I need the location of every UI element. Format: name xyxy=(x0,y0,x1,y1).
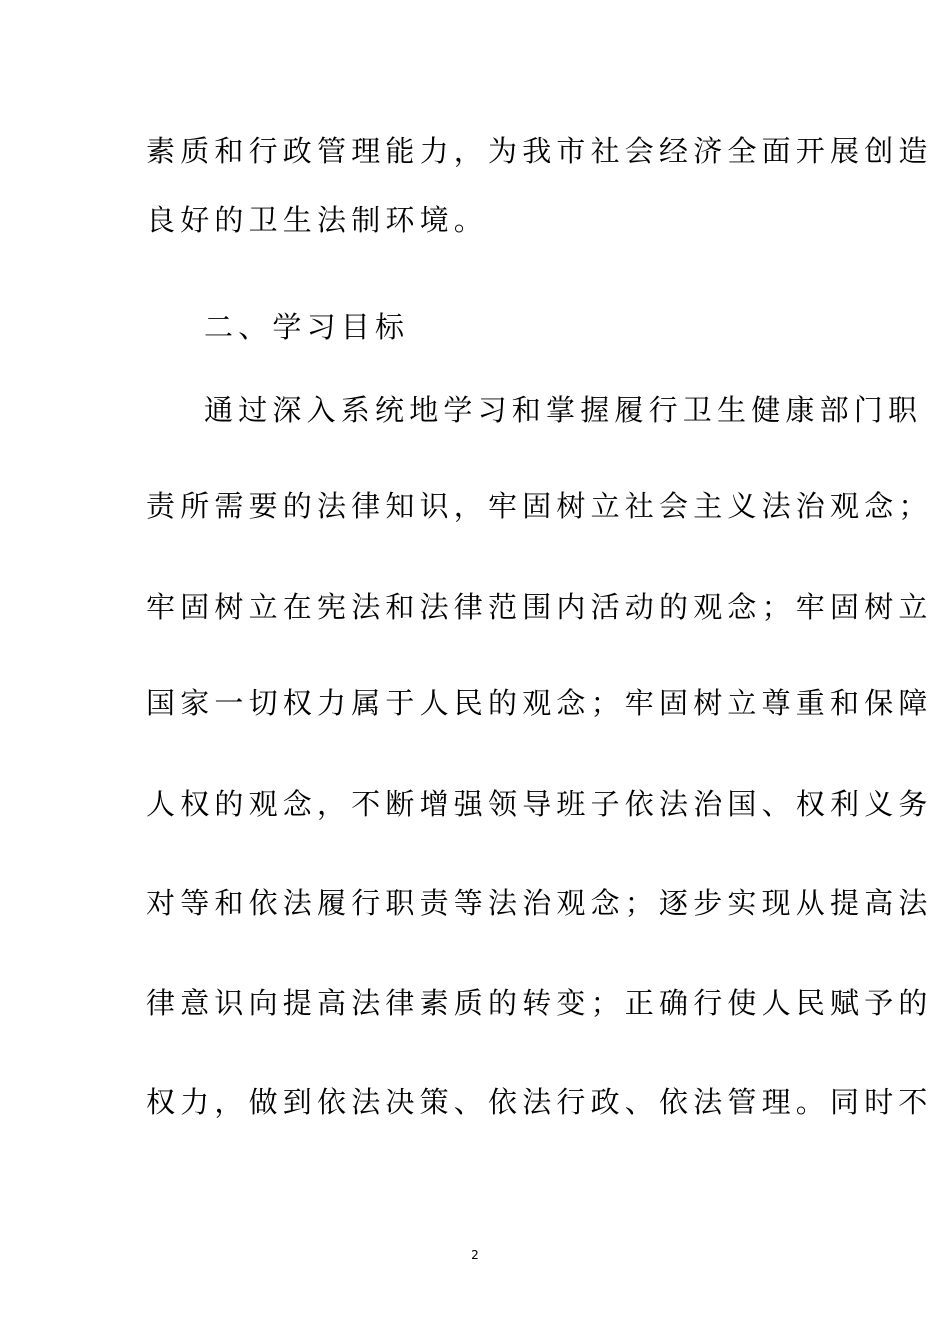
body-text-line: 对等和依法履行职责等法治观念；逐步实现从提高法 xyxy=(146,886,933,920)
body-text-line: 通过深入系统地学习和掌握履行卫生健康部门职 xyxy=(204,393,923,427)
body-text-line: 律意识向提高法律素质的转变；正确行使人民赋予的 xyxy=(146,986,933,1020)
page-number: 2 xyxy=(471,1248,479,1262)
section-heading: 二、学习目标 xyxy=(204,310,410,344)
body-text-line: 牢固树立在宪法和法律范围内活动的观念；牢固树立 xyxy=(146,590,933,624)
body-text-line: 责所需要的法律知识，牢固树立社会主义法治观念； xyxy=(146,489,933,523)
body-text-line: 人权的观念，不断增强领导班子依法治国、权利义务 xyxy=(146,787,933,821)
body-text-line: 良好的卫生法制环境。 xyxy=(146,203,489,237)
body-text-line: 权力，做到依法决策、依法行政、依法管理。同时不 xyxy=(146,1085,933,1119)
body-text-line: 素质和行政管理能力，为我市社会经济全面开展创造 xyxy=(146,134,933,168)
body-text-line: 国家一切权力属于人民的观念；牢固树立尊重和保障 xyxy=(146,686,933,720)
